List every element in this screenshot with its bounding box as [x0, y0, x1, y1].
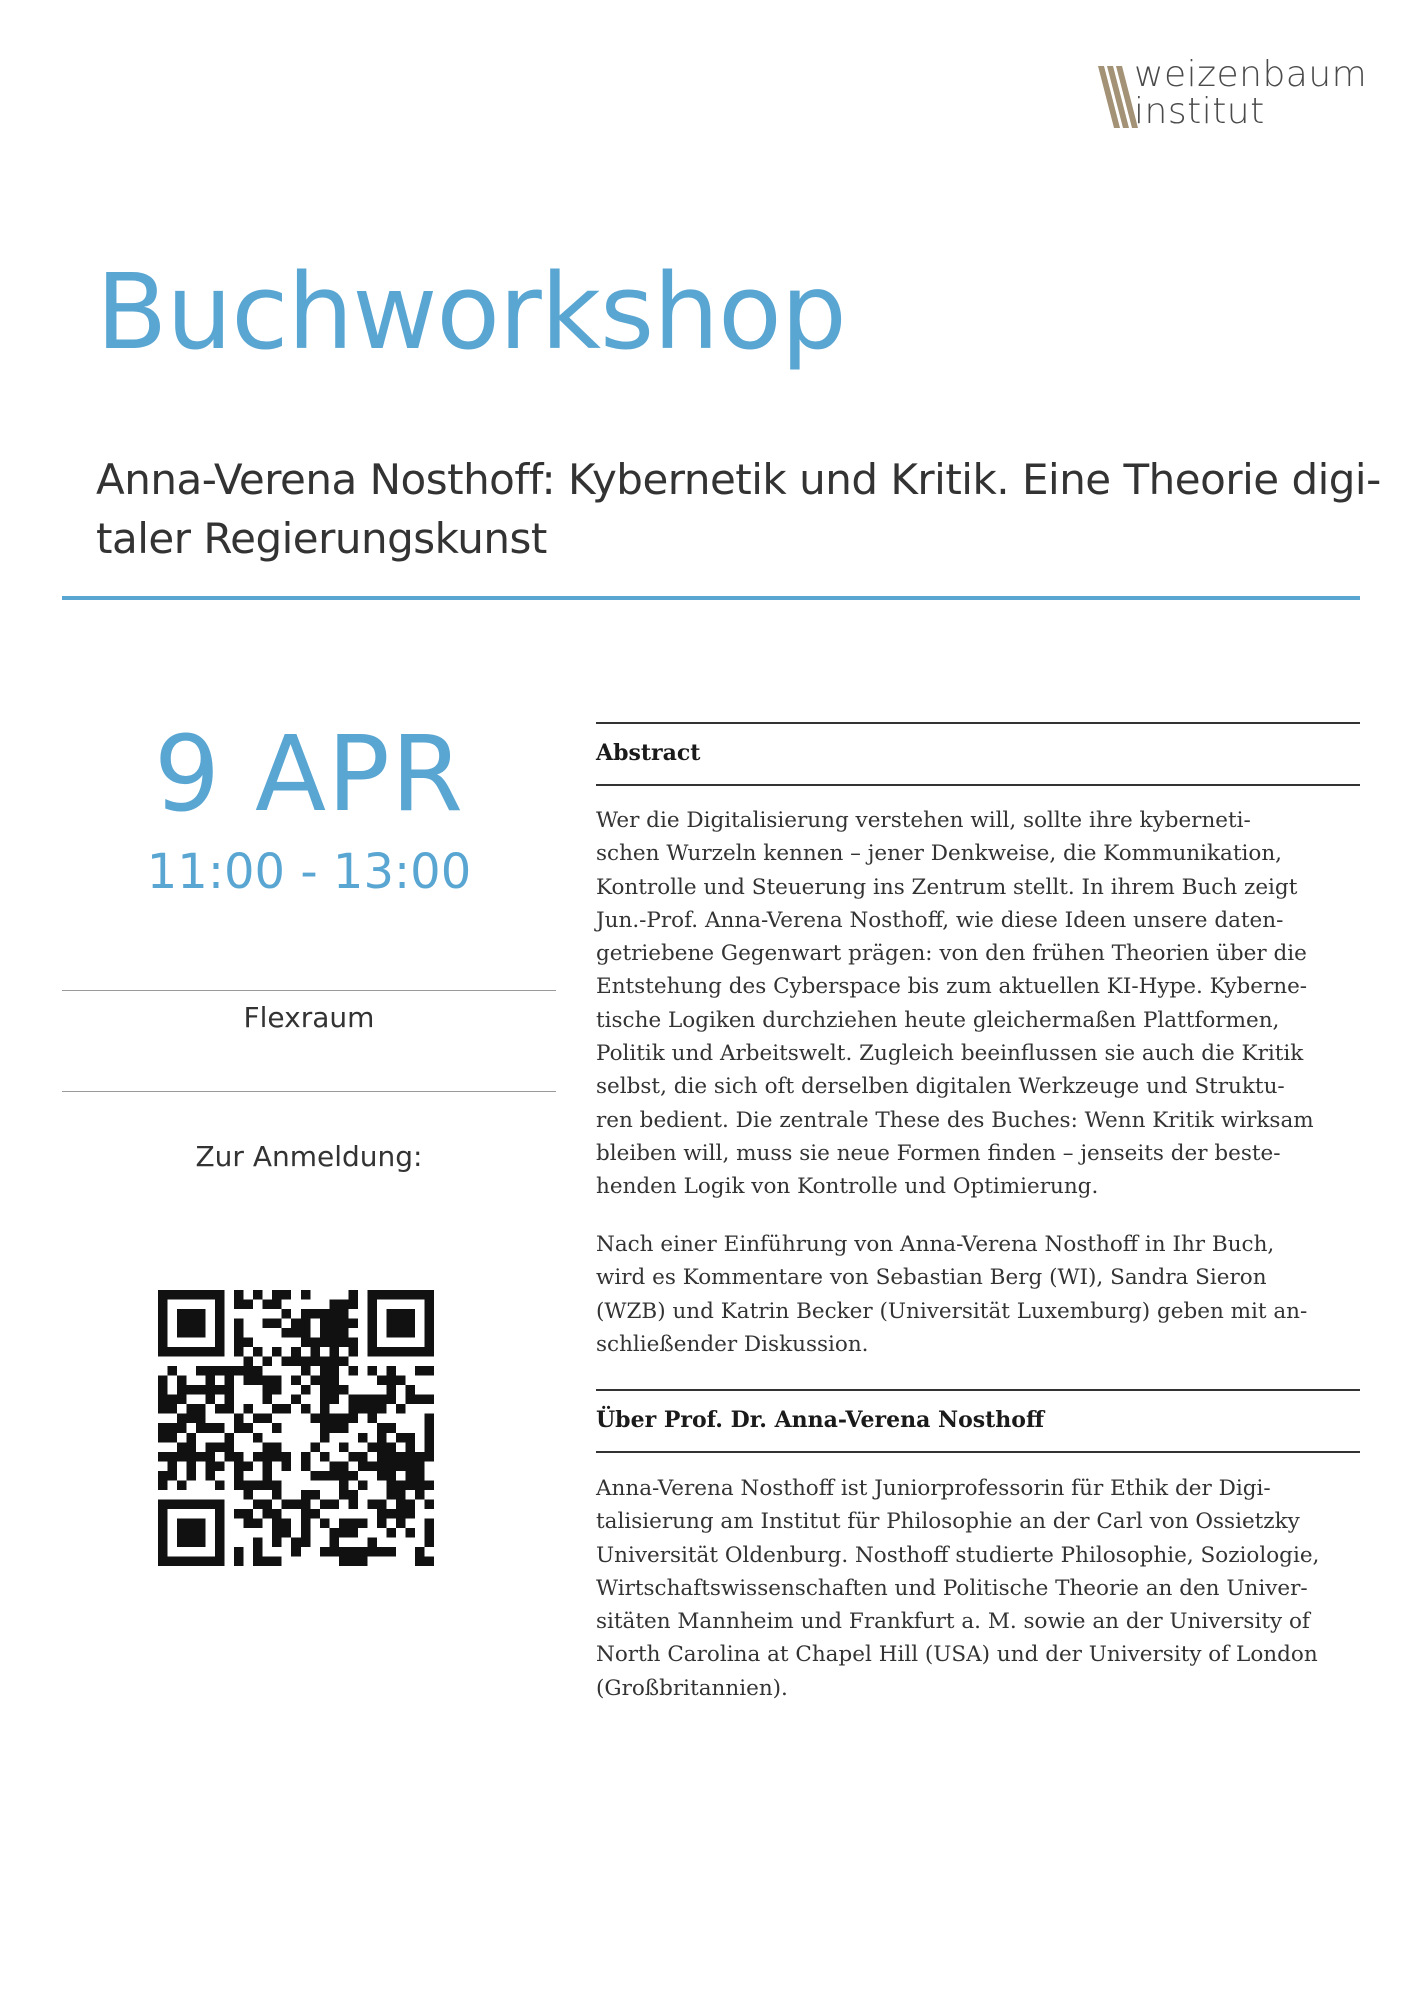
text-line: Politik und Arbeitswelt. Zugleich beeinflussen sie auch die Kritik — [596, 1041, 1304, 1067]
text-line: schließender Diskussion. — [596, 1331, 869, 1357]
room-divider-top — [62, 990, 556, 991]
text-line: schen Wurzeln kennen – jener Denkweise, die Kommunikation, — [596, 841, 1283, 867]
abstract-rule-bottom — [596, 784, 1360, 786]
abstract-rule-top — [596, 722, 1360, 724]
text-line: Anna-Verena Nosthoff ist Juniorprofessorin für Ethik der Digi- — [596, 1476, 1271, 1501]
abstract-paragraph-1 — [596, 804, 1366, 1204]
event-room: Flexraum — [243, 1001, 375, 1034]
abstract-paragraph-2 — [596, 1228, 1366, 1361]
text-line: (Großbritannien). — [596, 1675, 788, 1701]
text-line: Nach einer Einführung von Anna-Verena Nosthoff in Ihr Buch, — [596, 1232, 1275, 1257]
event-date: 9 APR — [153, 713, 465, 835]
subtitle-line: taler Regierungskunst — [96, 514, 547, 563]
text-line: Jun.-Prof. Anna-Verena Nosthoff, wie diese Ideen unsere daten- — [596, 907, 1284, 933]
text-line: tische Logiken durchziehen heute gleichermaßen Plattformen, — [596, 1007, 1280, 1033]
text-line: Wer die Digitalisierung verstehen will, sollte ihre kyberneti- — [596, 808, 1251, 833]
text-line: (WZB) und Katrin Becker (Universität Luxemburg) geben mit an- — [596, 1298, 1308, 1324]
text-line: selbst, die sich oft derselben digitalen Werkzeuge und Struktu- — [596, 1074, 1285, 1100]
registration-qr-code[interactable] — [158, 1290, 434, 1566]
weizenbaum-logo — [1098, 56, 1378, 136]
text-line: Wirtschaftswissenschaften und Politische Theorie an den Univer- — [596, 1575, 1308, 1601]
about-paragraph — [596, 1472, 1366, 1705]
page-title: Buchworkshop — [96, 251, 846, 373]
logo-line-2: institut — [1134, 91, 1265, 132]
text-line: Kontrolle und Steuerung ins Zentrum stellt. In ihrem Buch zeigt — [596, 874, 1298, 900]
text-line: Universität Oldenburg. Nosthoff studierte Philosophie, Soziologie, — [596, 1542, 1320, 1568]
text-line: talisierung am Institut für Philosophie an der Carl von Ossietzky — [596, 1509, 1300, 1535]
logo-line-1: weizenbaum — [1134, 54, 1368, 95]
room-divider-bottom — [62, 1091, 556, 1092]
text-line: sitäten Mannheim und Frankfurt a. M. sowie an der University of — [596, 1609, 1310, 1635]
text-line: henden Logik von Kontrolle und Optimierung. — [596, 1174, 1099, 1200]
about-rule-bottom — [596, 1451, 1360, 1453]
text-line: bleiben will, muss sie neue Formen finden – jenseits der beste- — [596, 1140, 1281, 1166]
subtitle-line: Anna-Verena Nosthoff: Kybernetik und Kritik. Eine Theorie digi- — [96, 455, 1381, 504]
text-line: Entstehung des Cyberspace bis zum aktuellen KI-Hype. Kyberne- — [596, 974, 1308, 1000]
about-rule-top — [596, 1389, 1360, 1391]
registration-label: Zur Anmeldung: — [195, 1140, 423, 1173]
text-line: ren bedient. Die zentrale These des Buches: Wenn Kritik wirksam — [596, 1107, 1314, 1133]
text-line: getriebene Gegenwart prägen: von den frühen Theorien über die — [596, 941, 1307, 967]
text-line: North Carolina at Chapel Hill (USA) und der University of London — [596, 1642, 1318, 1668]
about-heading: Über Prof. Dr. Anna-Verena Nosthoff — [596, 1407, 1045, 1433]
header-divider — [62, 596, 1360, 600]
book-subtitle — [96, 450, 1381, 568]
logo-wordmark — [1134, 56, 1367, 130]
event-time: 11:00 - 13:00 — [146, 844, 472, 900]
text-line: wird es Kommentare von Sebastian Berg (WI), Sandra Sieron — [596, 1265, 1267, 1291]
abstract-heading: Abstract — [596, 740, 701, 766]
